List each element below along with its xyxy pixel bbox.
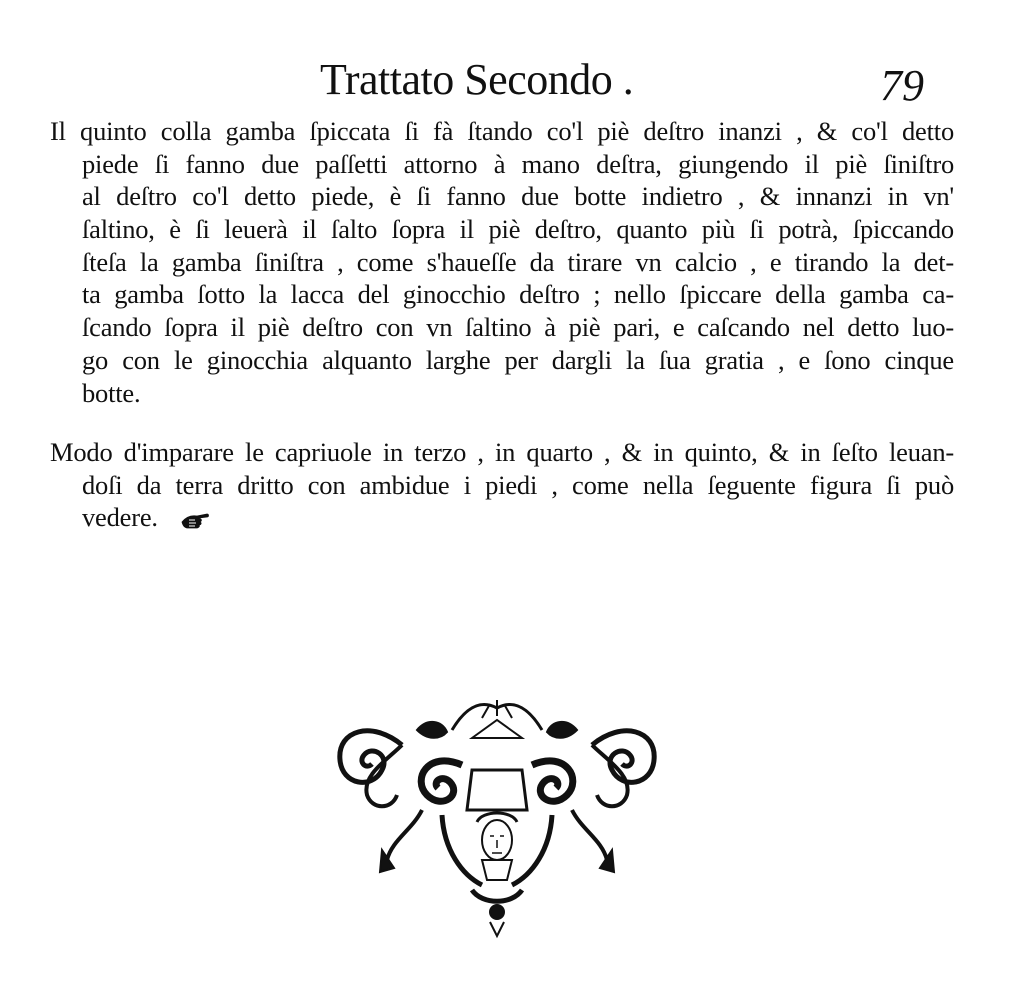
text-line: ſteſa la gamba ſiniſtra , come s'haueſſe da tirare vn calcio , e tirando la det- — [82, 246, 954, 277]
text-line: Modo d'imparare le capriuole in terzo , in quarto , & in quinto, & in ſeſto leuan- — [50, 437, 954, 467]
text-line: Il quinto colla gamba ſpiccata ſi fà ſtando co'l piè deſtro inanzi , & co'l detto — [50, 116, 954, 146]
page-header — [0, 52, 1030, 112]
text-line: ſcando ſopra il piè deſtro con vn ſaltino à piè pari, e caſcando nel detto luo- — [82, 312, 954, 343]
manicule-pointing-hand-icon — [180, 510, 210, 530]
text-line-content: vedere. — [82, 502, 158, 533]
text-line: botte. — [82, 377, 141, 408]
text-line: ta gamba ſotto la lacca del ginocchio deſtro ; nello ſpiccare della gamba ca- — [82, 279, 954, 310]
text-line: go con le ginocchia alquanto larghe per dargli la ſua gratia , e ſono cinque — [82, 344, 954, 375]
running-title: Trattato Secondo . — [320, 55, 634, 104]
paragraph-quinto — [50, 115, 954, 409]
paragraph-capriuole — [50, 436, 954, 534]
text-line: piede ſi fanno due paſſetti attorno à mano deſtra, giungendo il piè ſiniſtro — [82, 148, 954, 179]
text-line: ſaltino, è ſi leuerà il ſalto ſopra il piè deſtro, quanto più ſi potrà, ſpiccando — [82, 214, 954, 245]
text-line: al deſtro co'l detto piede, è ſi fanno due botte indietro , & innanzi in vn' — [82, 181, 954, 212]
text-line-last — [50, 501, 954, 534]
page-number: 79 — [880, 61, 924, 110]
text-line: doſi da terra dritto con ambidue i piedi , come nella ſeguente figura ſi può — [82, 469, 954, 500]
baroque-tailpiece-ornament-icon — [332, 700, 662, 940]
